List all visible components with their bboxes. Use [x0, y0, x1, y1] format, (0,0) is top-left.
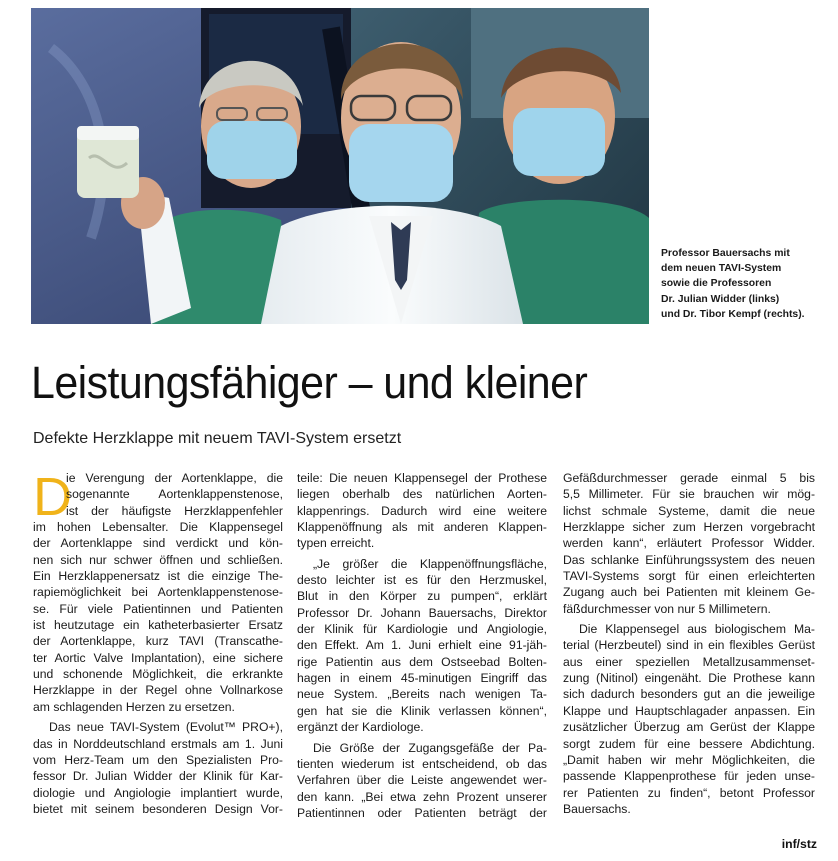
doctors-photo-illustration: [31, 8, 649, 324]
text-line: Blut in den Körper zu pumpen“, erklärt: [297, 589, 547, 604]
text-line: terial (Herzbeutel) sind in ein flexibles Gerüst: [563, 638, 815, 653]
article-column-1: [33, 467, 283, 817]
text-line: Zugang auch bei Patienten mit kleinem Ge-: [563, 585, 815, 600]
article-headline: Leistungsfähiger – und kleiner: [31, 357, 588, 408]
text-line: rapiemöglichkeit bei Aortenklappenstenose-: [33, 585, 283, 600]
caption-line: Dr. Julian Widder (links): [661, 293, 780, 305]
text-line: desto leichter ist es für den Herzmuskel,: [297, 573, 547, 588]
text-line: se. Für viele Patientinnen und Patienten: [33, 601, 283, 616]
text-line: der Aortenklappe sind verdickt und kön-: [33, 536, 283, 551]
text-line: Verfahren über die Leiste angewendet wer-: [297, 773, 547, 788]
caption-line: dem neuen TAVI-System: [661, 263, 782, 275]
text-line: 5,5 Millimeter. Für sie brauchen wir mög-: [563, 487, 815, 502]
text-line: den kann. „Bei etwa zehn Prozent unserer: [297, 789, 547, 804]
text-line: liegen oberhalb des natürlichen Aorten-: [297, 487, 547, 502]
text-line: Klappenöffnung als mit anderen Klappen-: [297, 520, 547, 535]
text-line: rer Patienten zu finden“, betont Professor: [563, 785, 815, 800]
text-line: vom Herz-Team um den Spezialisten Pro-: [33, 752, 283, 767]
text-line: Gefäßdurchmesser gerade einmal 5 bis: [563, 471, 815, 485]
text-line: Bauersachs.: [563, 801, 631, 816]
drop-cap: D: [33, 467, 72, 527]
text-line: neue System. „Bereits nach wenigen Ta-: [297, 687, 547, 702]
text-line: Herzklappe sicher zum Herzen vorgebracht: [563, 520, 815, 535]
text-line: zung (Nitinol) eingenäht. Die Prothese kann: [563, 671, 815, 686]
text-line: fessor Dr. Julian Widder der Klinik für Kar-: [33, 769, 283, 784]
text-line: gen hat sie die Klinik verlassen können“,: [297, 703, 547, 718]
photo-caption: [661, 246, 831, 322]
text-line: „Damit haben wir mehr Möglichkeiten, die: [563, 752, 815, 767]
caption-line: sowie die Professoren: [661, 278, 772, 290]
text-line: und schonende Möglichkeit, die erkrankte: [33, 667, 283, 682]
text-line: Professor Dr. Johann Bauersachs, Direktor: [297, 605, 547, 620]
text-line: Die Klappensegel aus biologischem Ma-: [579, 622, 815, 637]
article-photo: [31, 8, 649, 324]
article-column-2: [297, 470, 547, 821]
text-line: den Effekt. Am 1. Juni erhielt eine 91-jäh-: [297, 638, 547, 653]
text-line: sich dadurch besonders gut an die jeweilige: [563, 687, 815, 702]
text-line: das in Norddeutschland erstmals am 1. Juni: [33, 736, 283, 751]
text-line: Die Größe der Zugangsgefäße der Pa-: [313, 740, 547, 755]
caption-line: Professor Bauersachs mit: [661, 248, 790, 259]
text-line: ie Verengung der Aortenklappe, die: [66, 471, 283, 485]
text-line: Patientinnen oder Patienten beträgt der: [297, 805, 547, 820]
text-line: Klappe und Hauptschlagader anpassen. Ein: [563, 703, 815, 718]
text-line: Ein Herzklappenersatz ist die einzige The-: [33, 569, 283, 584]
text-line: teile: Die neuen Klappensegel der Prothese: [297, 471, 547, 485]
text-line: Das neue TAVI-System (Evolut™ PRO+),: [49, 720, 283, 735]
article-column-3: [563, 470, 815, 817]
text-line: sorgt zudem für eine bessere Abdichtung.: [563, 736, 815, 751]
text-line: im hohen Lebensalter. Die Klappensegel: [33, 520, 283, 535]
text-line: ist der häufigste Herzklappenfehler: [66, 503, 283, 518]
text-line: fäßdurchmesser von nur 5 Millimetern.: [563, 601, 771, 616]
text-line: passende Klappenprothese für jeden unse-: [563, 769, 815, 784]
text-line: Das schlanke Einführungssystem des neuen: [563, 552, 815, 567]
text-line: werden kann“, erläutert Professor Widder.: [563, 536, 815, 551]
text-line: zusätzlicher Überzug am Gerüst der Klappe: [563, 720, 815, 735]
text-line: bietet mit seinem besonderen Design Vor-: [33, 801, 283, 816]
text-line: der Aortenklappe, kurz TAVI (Transcathe-: [33, 634, 283, 649]
text-line: ter Aortic Valve Implantation), eine sichere: [33, 650, 283, 665]
text-line: nen sich nur schwer öffnen und schließen.: [33, 552, 283, 567]
text-line: lichst schmale Systeme, damit die neue: [563, 503, 815, 518]
text-line: aus einer speziellen Metallzusammenset-: [563, 654, 815, 669]
article-subheadline: Defekte Herzklappe mit neuem TAVI-System ersetzt: [33, 430, 402, 447]
text-line: klappenrings. Dadurch wird eine weitere: [297, 503, 547, 518]
text-line: diologie und Angiologie implantiert wurde,: [33, 785, 283, 800]
text-line: der Klinik für Kardiologie und Angiologie,: [297, 622, 547, 637]
caption-line: und Dr. Tibor Kempf (rechts).: [661, 308, 805, 320]
text-line: rige Patientin aus dem Ostseebad Bolten-: [297, 654, 547, 669]
text-line: tienten wiederum ist entscheidend, ob das: [297, 756, 547, 771]
text-line: am schlagenden Herzen zu ersetzen.: [33, 699, 235, 714]
text-line: sogenannte Aortenklappenstenose,: [66, 487, 283, 502]
text-line: Herzklappe in der Regel ohne Vollnarkose: [33, 683, 283, 698]
text-line: ergänzt der Kardiologe.: [297, 720, 424, 735]
text-line: typen erreicht.: [297, 536, 375, 551]
text-line: „Je größer die Klappenöffnungsfläche,: [313, 556, 547, 571]
text-line: ist heutzutage ein katheterbasierter Ersatz: [33, 618, 283, 633]
text-line: hagen in einem 45-minutigen Eingriff das: [297, 671, 547, 686]
text-line: TAVI-Systems sorgt für einen erleichterten: [563, 569, 815, 584]
author-signature: inf/stz: [781, 837, 817, 851]
